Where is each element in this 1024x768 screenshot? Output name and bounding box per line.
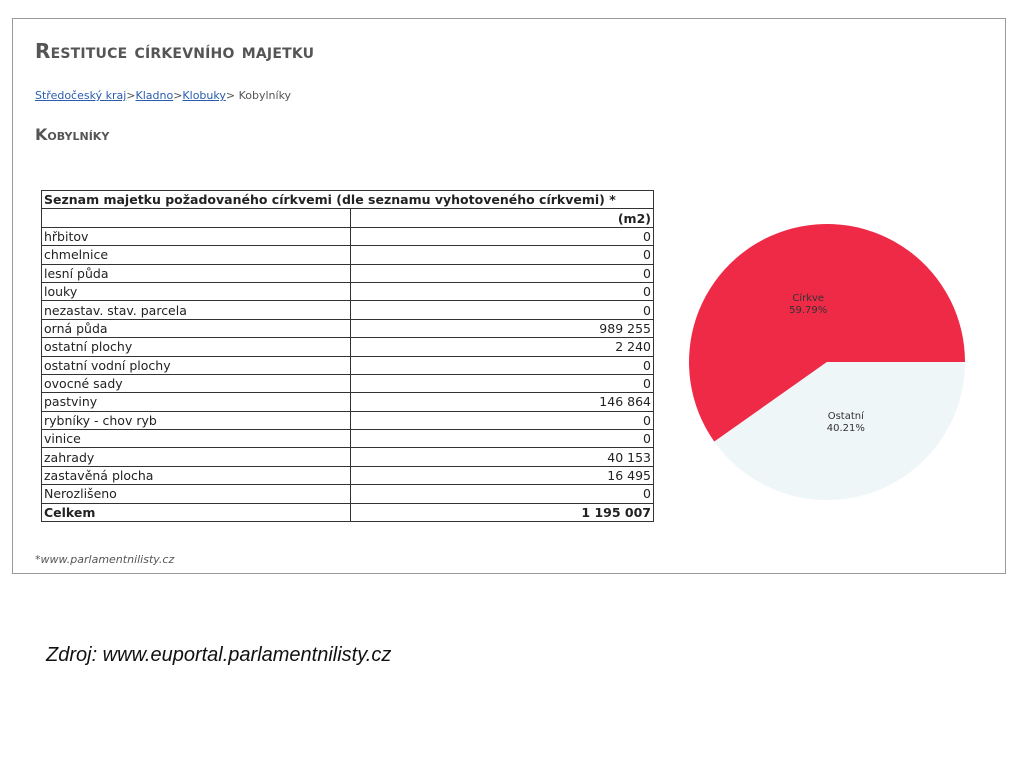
breadcrumb-link-region[interactable]: Středočeský kraj [35, 89, 127, 102]
pie-chart [673, 219, 983, 519]
table-row [42, 319, 654, 337]
table-row [42, 430, 654, 448]
table-row [42, 301, 654, 319]
table-total-value: 1 195 007 [351, 503, 654, 521]
table-cell-category: ostatní vodní plochy [42, 356, 351, 374]
table-cell-area: 40 153 [351, 448, 654, 466]
table-total-row [42, 503, 654, 521]
table-cell-area: 0 [351, 246, 654, 264]
breadcrumb-separator: > [173, 89, 183, 102]
breadcrumb-link-town[interactable]: Klobuky [182, 89, 226, 102]
table-cell-category: Nerozlišeno [42, 485, 351, 503]
table-unit-row [42, 209, 654, 227]
table-cell-category: pastviny [42, 393, 351, 411]
breadcrumb-separator: > [225, 89, 236, 102]
table-header-row [42, 191, 654, 209]
document-panel [12, 18, 1006, 574]
table-cell-area: 16 495 [351, 466, 654, 484]
table-cell-empty [42, 209, 351, 227]
table-cell-category: lesní půda [42, 264, 351, 282]
table-cell-category: zahrady [42, 448, 351, 466]
table-row [42, 356, 654, 374]
pie-slice-label: Ostatní [827, 411, 864, 423]
table-row [42, 227, 654, 245]
table-total-label: Celkem [42, 503, 351, 521]
table-row [42, 485, 654, 503]
table-row [42, 393, 654, 411]
table-cell-area: 0 [351, 227, 654, 245]
asset-table [41, 190, 654, 522]
table-header: Seznam majetku požadovaného církvemi (dle seznamu vyhotoveného církvemi) * [42, 191, 654, 209]
pie-slice-label: Církve [792, 292, 825, 304]
table-cell-category: hřbitov [42, 227, 351, 245]
table-row [42, 448, 654, 466]
table-row [42, 264, 654, 282]
page-title: Restituce církevního majetku [35, 39, 315, 63]
pie-slice-value-label: 40.21% [826, 423, 865, 435]
table-cell-category: chmelnice [42, 246, 351, 264]
table-cell-category: nezastav. stav. parcela [42, 301, 351, 319]
table-cell-area: 0 [351, 411, 654, 429]
table-cell-area: 0 [351, 301, 654, 319]
table-row [42, 374, 654, 392]
table-cell-area: 0 [351, 485, 654, 503]
table-cell-category: louky [42, 282, 351, 300]
breadcrumb [35, 89, 291, 102]
footnote: *www.parlamentnilisty.cz [35, 553, 175, 566]
section-title: Kobylníky [35, 125, 110, 144]
table-cell-category: rybníky - chov ryb [42, 411, 351, 429]
table-cell-area: 989 255 [351, 319, 654, 337]
table-row [42, 246, 654, 264]
pie-slice-value-label: 59.79% [789, 304, 828, 316]
table-cell-category: vinice [42, 430, 351, 448]
table-cell-category: ovocné sady [42, 374, 351, 392]
table-body [42, 227, 654, 503]
table-unit-header: (m2) [351, 209, 654, 227]
table-cell-category: zastavěná plocha [42, 466, 351, 484]
table-cell-area: 0 [351, 264, 654, 282]
table-cell-area: 0 [351, 356, 654, 374]
table-cell-area: 0 [351, 374, 654, 392]
table-row [42, 338, 654, 356]
table-row [42, 411, 654, 429]
table-cell-category: orná půda [42, 319, 351, 337]
table-cell-area: 146 864 [351, 393, 654, 411]
table-cell-area: 0 [351, 282, 654, 300]
table-cell-area: 0 [351, 430, 654, 448]
source-caption: Zdroj: www.euportal.parlamentnilisty.cz [46, 644, 392, 666]
table-row [42, 466, 654, 484]
breadcrumb-separator: > [126, 89, 136, 102]
breadcrumb-link-district[interactable]: Kladno [135, 89, 174, 102]
table-cell-area: 2 240 [351, 338, 654, 356]
breadcrumb-current: Kobylníky [238, 89, 292, 102]
table-row [42, 282, 654, 300]
table-cell-category: ostatní plochy [42, 338, 351, 356]
